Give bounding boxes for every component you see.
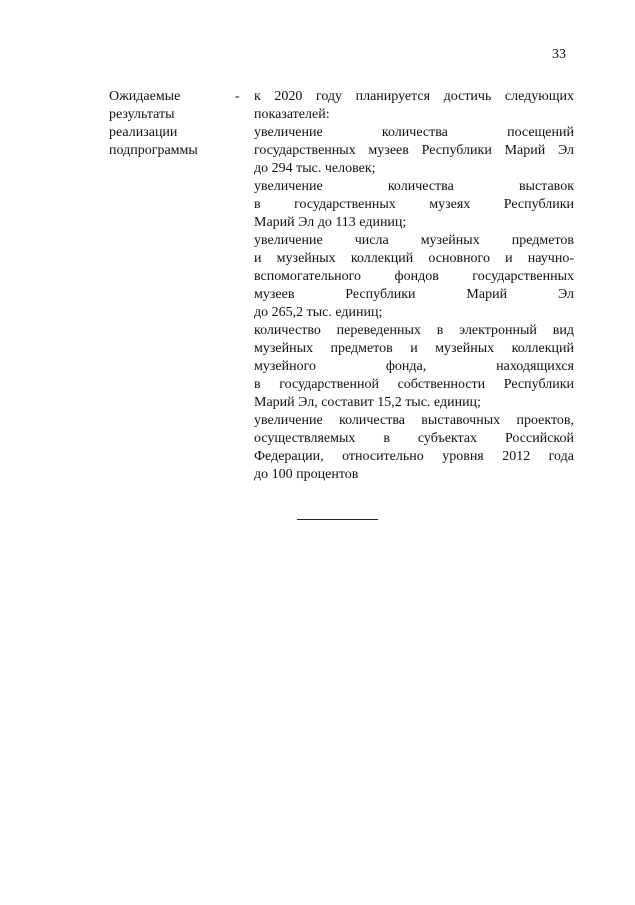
text-line: и музейных коллекций основного и научно-	[254, 251, 574, 266]
section-label-line: подпрограммы	[109, 143, 198, 158]
section-label	[109, 88, 224, 160]
text-line: Федерации, относительно уровня 2012 года	[254, 449, 574, 464]
text-line: государственных музеев Республики Марий Эл	[254, 143, 574, 158]
text-line: увеличение количества выставочных проектов,	[254, 413, 574, 428]
section-label-line: реализации	[109, 125, 178, 140]
page-number: 33	[552, 47, 566, 62]
section-label-line: Ожидаемые	[109, 89, 181, 104]
text-line: увеличение числа музейных предметов	[254, 233, 574, 248]
expected-results-text	[254, 88, 574, 484]
closing-rule	[297, 519, 378, 520]
text-line: показателей:	[254, 107, 330, 122]
text-line: музейного фонда, находящихся	[254, 359, 574, 374]
separator-dash: -	[235, 89, 240, 104]
text-line: до 265,2 тыс. единиц;	[254, 305, 383, 320]
text-line: музейных предметов и музейных коллекций	[254, 341, 574, 356]
text-line: увеличение количества посещений	[254, 125, 574, 140]
text-line: увеличение количества выставок	[254, 179, 574, 194]
text-line: до 100 процентов	[254, 467, 359, 482]
text-line: в государственных музеях Республики	[254, 197, 574, 212]
text-line: в государственной собственности Республики	[254, 377, 574, 392]
text-line: Марий Эл, составит 15,2 тыс. единиц;	[254, 395, 481, 410]
text-line: вспомогательного фондов государственных	[254, 269, 574, 284]
text-line: осуществляемых в субъектах Российской	[254, 431, 574, 446]
text-line: количество переведенных в электронный вид	[254, 323, 574, 338]
text-line: Марий Эл до 113 единиц;	[254, 215, 407, 230]
text-line: к 2020 году планируется достичь следующих	[254, 89, 574, 104]
text-line: музеев Республики Марий Эл	[254, 287, 574, 302]
text-line: до 294 тыс. человек;	[254, 161, 376, 176]
section-label-line: результаты	[109, 107, 175, 122]
